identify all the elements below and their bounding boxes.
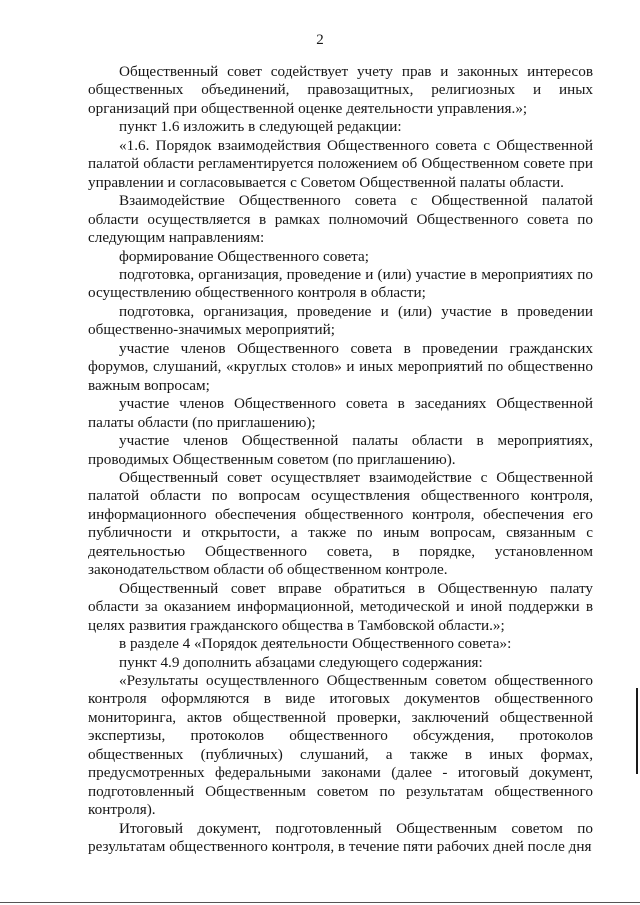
paragraph: Общественный совет вправе обратиться в Общественную палату области за оказанием информационной, методической и иной поддержки в целях развития гражданского общества в Тамбовской области.»;	[88, 579, 593, 634]
paragraph: Общественный совет осуществляет взаимодействие с Общественной палатой области по вопросам осуществления общественного контроля, информационного обеспечения общественного контроля, обеспечения его публичности и открытости, а также по иным вопросам, связанным с деятельностью Общественного совета, в порядке, установленном законодательством области об общественном контроле.	[88, 468, 593, 579]
paragraph: «1.6. Порядок взаимодействия Общественного совета с Общественной палатой области регламентируется положением об Общественном совете при управлении и согласовывается с Советом Общественной палаты области.	[88, 136, 593, 191]
page-number: 2	[316, 32, 324, 48]
scan-bottom-edge	[0, 902, 640, 903]
paragraph: Итоговый документ, подготовленный Общественным советом по результатам общественного контроля, в течение пяти рабочих дней после дня	[88, 819, 593, 856]
paragraph: подготовка, организация, проведение и (или) участие в мероприятиях по осуществлению общественного контроля в области;	[88, 265, 593, 302]
scan-edge-mark	[636, 688, 638, 774]
paragraph: пункт 1.6 изложить в следующей редакции:	[119, 118, 402, 136]
paragraph: в разделе 4 «Порядок деятельности Общественного совета»:	[119, 635, 512, 653]
paragraph: Общественный совет содействует учету прав и законных интересов общественных объединений, правозащитных, религиозных и иных организаций при общественной оценке деятельности управления.»;	[88, 63, 593, 117]
paragraph: пункт 4.9 дополнить абзацами следующего содержания:	[119, 653, 483, 671]
paragraph: Взаимодействие Общественного совета с Общественной палатой области осуществляется в рамках полномочий Общественного совета по следующим направлениям:	[88, 192, 593, 247]
paragraph: «Результаты осуществленного Общественным советом общественного контроля оформляются в виде итоговых документов общественного мониторинга, актов общественной проверки, заключений общественной экспертизы, протоколов общественного обсуждения, протоколов общественных (публичных) слушаний, а также в иных формах, предусмотренных федеральными законами (далее - итоговый документ, подготовленный Общественным советом по результатам общественного контроля).	[88, 671, 593, 819]
paragraph: подготовка, организация, проведение и (или) участие в проведении общественно-значимых мероприятий;	[88, 302, 593, 339]
paragraph: формирование Общественного совета;	[119, 247, 369, 265]
document-body	[88, 63, 593, 856]
paragraph: участие членов Общественной палаты области в мероприятиях, проводимых Общественным советом (по приглашению).	[88, 432, 593, 468]
paragraph: участие членов Общественного совета в проведении гражданских форумов, слушаний, «круглых столов» и иных мероприятий по общественно важным вопросам;	[88, 339, 593, 394]
paragraph: участие членов Общественного совета в заседаниях Общественной палаты области (по приглашению);	[88, 395, 593, 431]
